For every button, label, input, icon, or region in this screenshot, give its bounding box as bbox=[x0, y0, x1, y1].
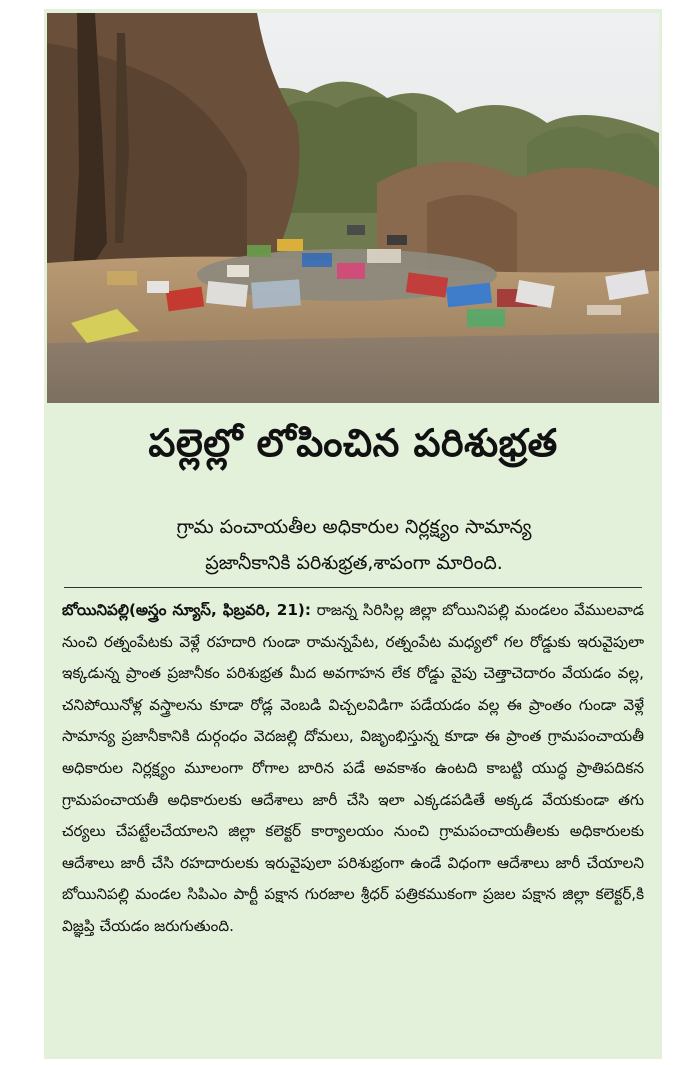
roadside-garbage-photo bbox=[47, 13, 659, 403]
divider bbox=[64, 587, 642, 588]
article-body bbox=[62, 595, 644, 943]
dateline: బోయినిపల్లి(అస్త్రం న్యూస్, ఫిబ్రవరి, 21): bbox=[62, 601, 311, 619]
headline: పల్లెల్లో లోపించిన పరిశుభ్రత bbox=[148, 421, 558, 465]
subheadline bbox=[74, 509, 634, 581]
subheadline-line-2: ప్రజానీకానికి పరిశుభ్రత,శాపంగా మారింది. bbox=[205, 552, 503, 574]
newspaper-clipping bbox=[44, 9, 662, 1059]
subheadline-line-1: గ్రామ పంచాయతీల అధికారుల నిర్లక్ష్యం సామాన్య bbox=[176, 516, 532, 538]
article-body-text: రాజన్న సిరిసిల్ల జిల్లా బోయినిపల్లి మండలం వేములవాడ నుంచి రత్నంపేటకు వెళ్లే రహదారి గుండా రామన్నపేట, రత్నంపేట మధ్యలో గల రోడ్డుకు ఇరువైపులా ఇక్కడున్న ప్రాంత ప్రజానీకం పరిశుభ్రత మీద అవగాహన లేక రోడ్డు వైపు చెత్తాచెదారం వేయడం వల్ల, చనిపోయినోళ్ల వస్త్రాలను కూడా రోడ్ల వెంబడి విచ్చలవిడిగా పడేయడం వల్ల ఈ ప్రాంతం గుండా వెళ్లే సామాన్య ప్రజానీకానికి దుర్గంధం వెదజల్లి దోమలు, విజృంభిస్తున్న కూడా ఈ ప్రాంత గ్రామపంచాయతీ అధికారుల నిర్లక్ష్యం మూలంగా రోగాల బారిన పడే అవకాశం ఉంటది కాబట్టి యుద్ధ ప్రాతిపదికన గ్రామపంచాయతీ అధికారులకు ఆదేశాలు జారీ చేసి ఇలా ఎక్కడపడితే అక్కడ వేయకుండా తగు చర్యలు చేపట్టేలచేయాలని జిల్లా కలెక్టర్ కార్యాలయం నుంచి గ్రామపంచాయతీలకు అధికారులకు ఆదేశాలు జారీ చేసి రహదారులకు ఇరువైపులా పరిశుభ్రంగా ఉండే విధంగా ఆదేశాలు జారీ చేయాలని బోయినిపల్లి మండల సిపిఎం పార్టీ పక్షాన గురజాల శ్రీధర్ పత్రికముకంగా ప్రజల పక్షాన జిల్లా కలెక్టర్,కి విజ్ఞప్తి చేయడం జరుగుతుంది. bbox=[62, 601, 644, 935]
